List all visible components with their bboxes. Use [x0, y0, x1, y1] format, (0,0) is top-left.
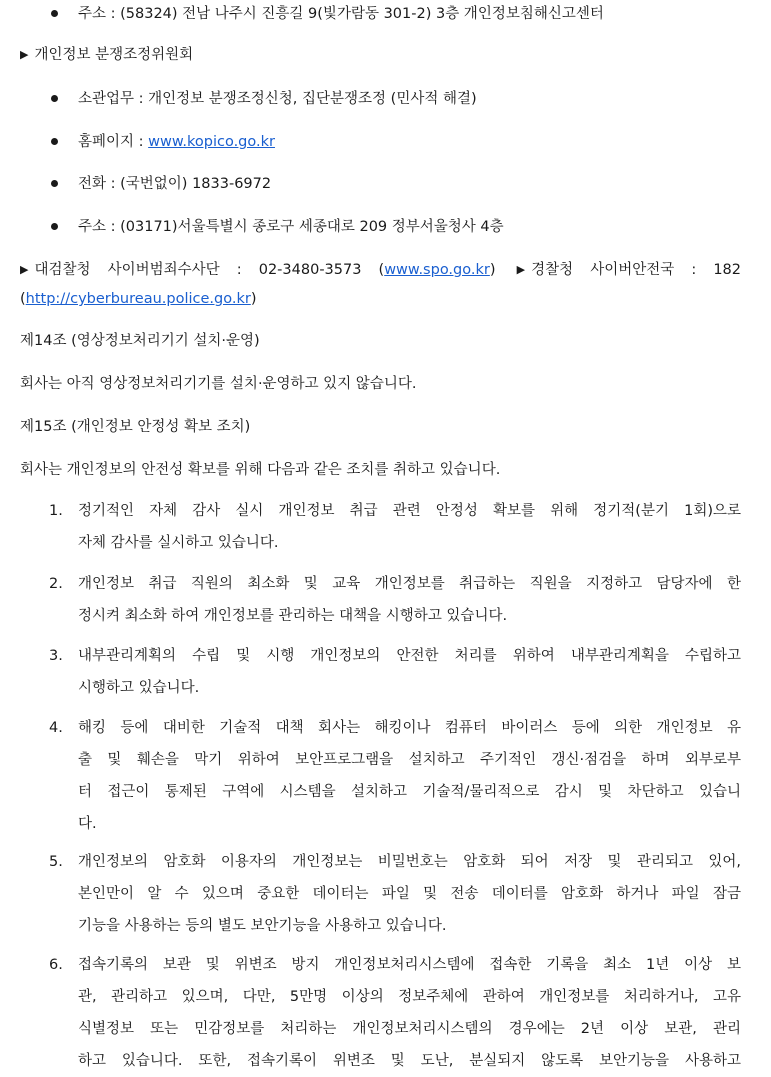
- item-number: 4.: [49, 720, 63, 736]
- center-address: 주소 : (58324) 전남 나주시 진흥길 9(빛가람동 301-2) 3층 개인정보침해신고센터: [78, 6, 604, 22]
- article15-intro: 회사는 개인정보의 안전성 확보를 위해 다음과 같은 조치를 취하고 있습니다.: [20, 462, 501, 478]
- police-line: ▶ 대검찰청 사이버범죄수사단 : 02-3480-3573 (www.spo.go.kr) ▶ 경찰청 사이버안전국 : 182: [20, 259, 741, 282]
- list-item: 접속기록의 보관 및 위변조 방지 개인정보처리시스템에 접속한 기록을 최소 1년 이상 보 관, 관리하고 있으며, 다만, 5만명 이상의 정보주체에 관하여 개인정보를 처리하거나, 고유 식별정보 또는 민감정보를 처리하는 개인정보처리시스템의 경우에는 2년 이상 보관, 관리 하고 있습니다. 또한, 접속기록이 위변조 및 도난, 분실되지 않도록 보안기능을 사용하고: [78, 957, 741, 1069]
- committee-phone: 전화 : (국번없이) 1833-6972: [78, 176, 272, 192]
- bullet-dot: [51, 10, 58, 17]
- bullet-dot: [51, 95, 58, 102]
- committee-duty: 소관업무 : 개인정보 분쟁조정신청, 집단분쟁조정 (민사적 해결): [78, 91, 477, 107]
- list-item: 개인정보 취급 직원의 최소화 및 교육 개인정보를 취급하는 직원을 지정하고 담당자에 한 정시켜 최소화 하여 개인정보를 관리하는 대책을 시행하고 있습니다.: [78, 576, 741, 624]
- cyberbureau-link[interactable]: http://cyberbureau.police.go.kr: [25, 291, 251, 307]
- item-number: 5.: [49, 854, 63, 870]
- committee-homepage: 홈페이지 : www.kopico.go.kr: [78, 134, 275, 150]
- item-number: 6.: [49, 957, 63, 973]
- item-number: 3.: [49, 648, 63, 664]
- cyberbureau-line: (http://cyberbureau.police.go.kr): [20, 291, 257, 307]
- list-item: 개인정보의 암호화 이용자의 개인정보는 비밀번호는 암호화 되어 저장 및 관리되고 있어, 본인만이 알 수 있으며 중요한 데이터는 파일 및 전송 데이터를 암호화 하거나 파일 잠금 기능을 사용하는 등의 별도 보안기능을 사용하고 있습니다.: [78, 854, 741, 934]
- spo-link[interactable]: www.spo.go.kr: [384, 262, 490, 278]
- committee-heading: ▶ 개인정보 분쟁조정위원회: [20, 44, 193, 67]
- article14-body: 회사는 아직 영상정보처리기기를 설치·운영하고 있지 않습니다.: [20, 376, 417, 392]
- arrow-right-icon: ▶: [516, 263, 526, 276]
- kopico-link[interactable]: www.kopico.go.kr: [148, 134, 275, 150]
- item-number: 1.: [49, 503, 63, 519]
- article15-title: 제15조 (개인정보 안정성 확보 조치): [20, 419, 251, 435]
- bullet-dot: [51, 138, 58, 145]
- item-number: 2.: [49, 576, 63, 592]
- list-item: 해킹 등에 대비한 기술적 대책 회사는 해킹이나 컴퓨터 바이러스 등에 의한 개인정보 유 출 및 훼손을 막기 위하여 보안프로그램을 설치하고 주기적인 갱신·점검을 하며 외부로부 터 접근이 통제된 구역에 시스템을 설치하고 기술적/물리적으로 감시 및 차단하고 있습니 다.: [78, 720, 741, 832]
- list-item: 정기적인 자체 감사 실시 개인정보 취급 관련 안정성 확보를 위해 정기적(분기 1회)으로 자체 감사를 실시하고 있습니다.: [78, 503, 741, 551]
- article14-title: 제14조 (영상정보처리기기 설치·운영): [20, 333, 260, 349]
- arrow-right-icon: ▶: [20, 263, 29, 276]
- bullet-dot: [51, 180, 58, 187]
- bullet-dot: [51, 223, 58, 230]
- committee-address: 주소 : (03171)서울특별시 종로구 세종대로 209 정부서울청사 4층: [78, 219, 504, 235]
- arrow-right-icon: ▶: [20, 48, 29, 61]
- list-item: 내부관리계획의 수립 및 시행 개인정보의 안전한 처리를 위하여 내부관리계획을 수립하고 시행하고 있습니다.: [78, 648, 741, 696]
